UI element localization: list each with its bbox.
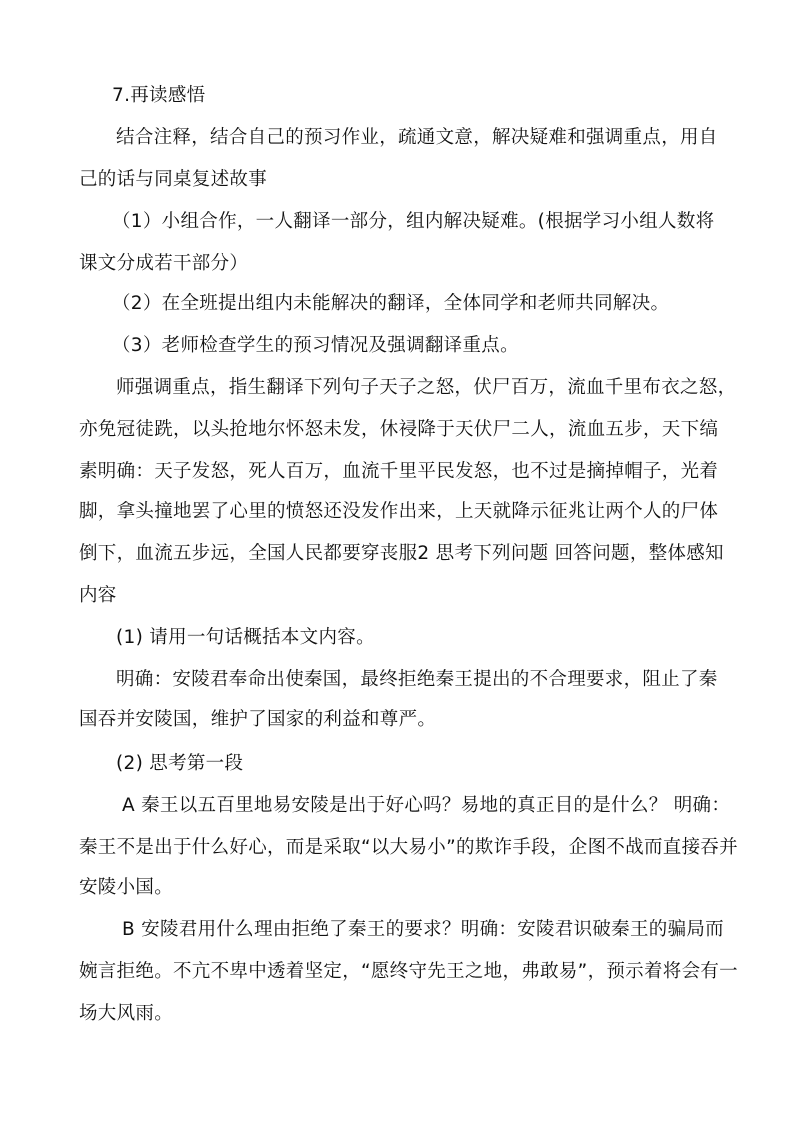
answer-line: 秦王不是出于什么好心，而是采取“以大易小”的欺诈手段，企图不战而直接吞并 <box>79 837 738 858</box>
paragraph-line: 己的话与同桌复述故事 <box>79 169 268 190</box>
paragraph-line: 亦免冠徒跣，以头抢地尔怀怒未发，休祲降于天伏尸二人，流血五步，天下缟 <box>79 419 719 440</box>
question-line: (2) 思考第一段 <box>116 753 244 774</box>
paragraph-line: 素明确：天子发怒，死人百万，血流千里平民发怒，也不过是摘掉帽子，光着 <box>79 461 719 482</box>
list-item-line: （2）在全班提出组内未能解决的翻译，全体同学和老师共同解决。 <box>112 293 670 314</box>
answer-line: 国吞并安陵国，维护了国家的利益和尊严。 <box>79 709 437 730</box>
paragraph-line: 倒下，血流五步远，全国人民都要穿丧服2 思考下列问题 回答问题，整体感知 <box>79 543 724 564</box>
answer-line: 安陵小国。 <box>79 877 174 898</box>
paragraph-line: 师强调重点，指生翻译下列句子天子之怒，伏尸百万，流血千里布衣之怒， <box>116 377 737 398</box>
paragraph-line: 结合注释，结合自己的预习作业，疏通文意，解决疑难和强调重点，用自 <box>116 127 718 148</box>
answer-line: 场大风雨。 <box>79 1003 174 1024</box>
paragraph-line: 课文分成若干部分） <box>79 253 249 274</box>
list-item-line: （3）老师检查学生的预习情况及强调翻译重点。 <box>112 335 519 356</box>
list-item-line: （1）小组合作，一人翻译一部分，组内解决疑难。(根据学习小组人数将 <box>112 211 715 232</box>
answer-line: 明确：安陵君奉命出使秦国，最终拒绝秦王提出的不合理要求，阻止了秦 <box>116 669 718 690</box>
paragraph-line: 内容 <box>79 585 117 606</box>
question-line: B 安陵君用什么理由拒绝了秦王的要求？明确：安陵君识破秦王的骗局而 <box>122 919 724 940</box>
question-line: (1) 请用一句话概括本文内容。 <box>116 627 375 648</box>
question-line: A 秦王以五百里地易安陵是出于好心吗？易地的真正目的是什么？ 明确： <box>122 795 731 816</box>
section-heading: 7.再读感悟 <box>112 85 206 106</box>
paragraph-line: 脚，拿头撞地罢了心里的愤怒还没发作出来，上天就降示征兆让两个人的尸体 <box>79 501 719 522</box>
answer-line: 婉言拒绝。不亢不卑中透着坚定，“愿终守先王之地，弗敢易”，预示着将会有一 <box>79 961 738 982</box>
